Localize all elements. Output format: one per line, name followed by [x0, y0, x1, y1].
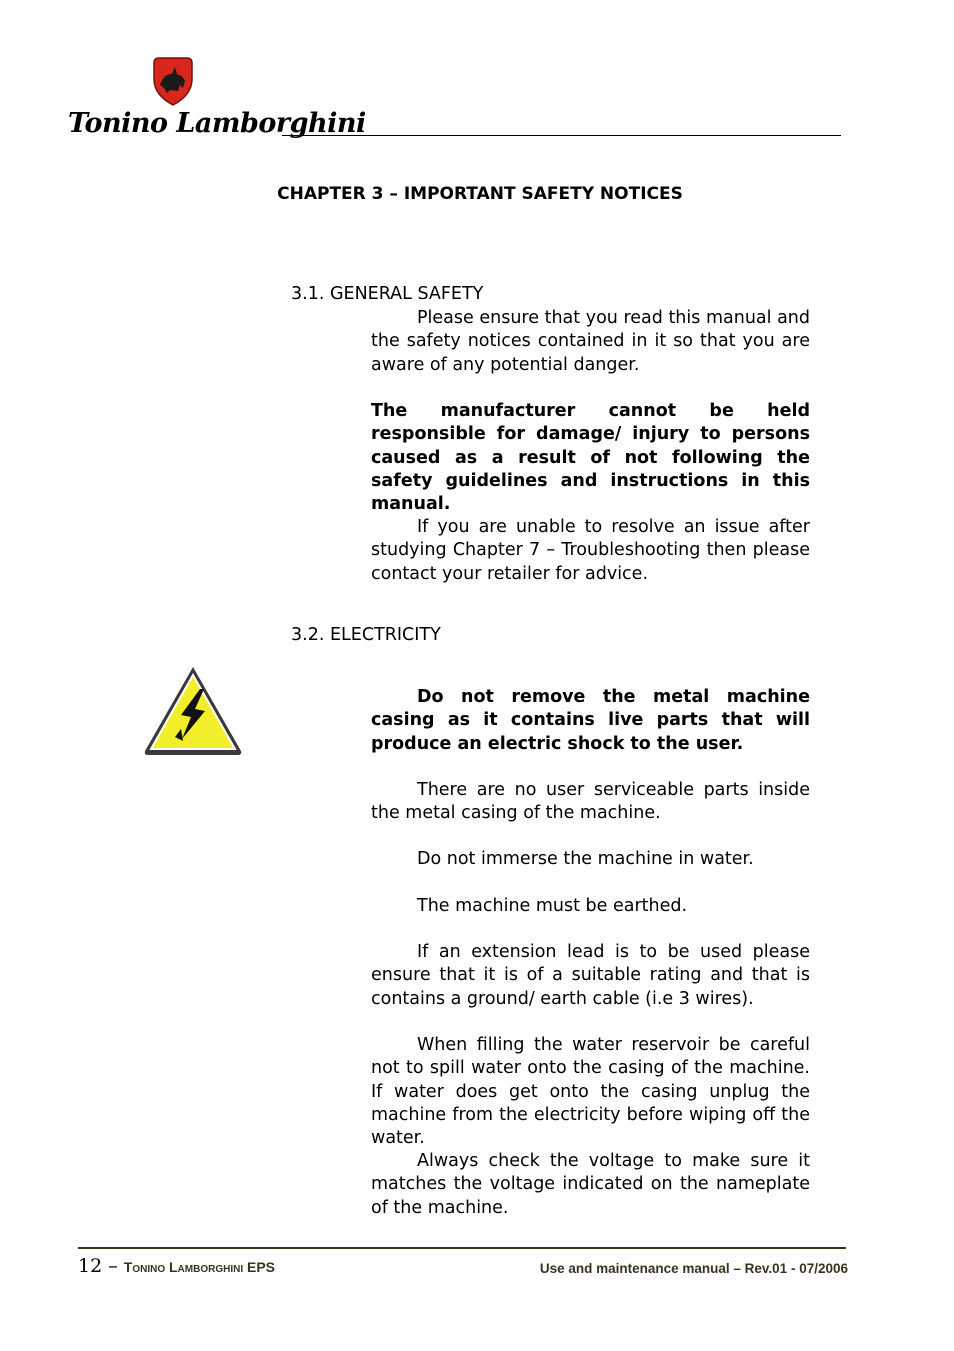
- chapter-title: CHAPTER 3 – IMPORTANT SAFETY NOTICES: [277, 184, 683, 204]
- voltage-check-paragraph: Always check the voltage to make sure it matches the voltage indicated on the nameplate of the machine.: [371, 1151, 810, 1218]
- water-reservoir-paragraph: When filling the water reservoir be careful not to spill water onto the casing of the machine. If water does get onto the casing unplug the machine from the electricity before wiping off the water.: [371, 1035, 810, 1149]
- extension-lead-paragraph: If an extension lead is to be used please ensure that it is of a suitable rating and that is contains a ground/ earth cable (i.e 3 wires).: [371, 942, 810, 1009]
- liability-disclaimer-paragraph: The manufacturer cannot be held responsible for damage/ injury to persons caused as a result of not following the safety guidelines and instructions in this manual.: [371, 401, 810, 515]
- electric-shock-warning-paragraph: Do not remove the metal machine casing as it contains live parts that will produce an electric shock to the user.: [371, 687, 810, 754]
- page-number: 12: [78, 1255, 103, 1277]
- troubleshooting-paragraph: If you are unable to resolve an issue after studying Chapter 7 – Troubleshooting then please contact your retailer for advice.: [371, 517, 810, 584]
- section-heading-general-safety: 3.1. GENERAL SAFETY: [291, 284, 484, 304]
- section-heading-electricity: 3.2. ELECTRICITY: [291, 625, 441, 645]
- brand-shield-logo-icon: [150, 55, 196, 107]
- high-voltage-warning-icon: [141, 663, 245, 758]
- footer-rule: [78, 1247, 846, 1249]
- footer-page-info: [78, 1255, 275, 1277]
- footer-product-name: Tonino Lamborghini EPS: [123, 1259, 276, 1275]
- brand-logo-text: Tonino Lamborghini: [68, 108, 366, 139]
- earthed-paragraph: The machine must be earthed.: [417, 896, 688, 916]
- footer-separator: –: [102, 1255, 124, 1277]
- header-rule: [282, 135, 841, 136]
- do-not-immerse-paragraph: Do not immerse the machine in water.: [417, 849, 754, 869]
- general-safety-paragraph: Please ensure that you read this manual and the safety notices contained in it so that you are aware of any potential danger.: [371, 308, 810, 375]
- no-serviceable-parts-paragraph: There are no user serviceable parts inside the metal casing of the machine.: [371, 780, 810, 824]
- footer-manual-info: Use and maintenance manual – Rev.01 - 07/2006: [539, 1261, 848, 1276]
